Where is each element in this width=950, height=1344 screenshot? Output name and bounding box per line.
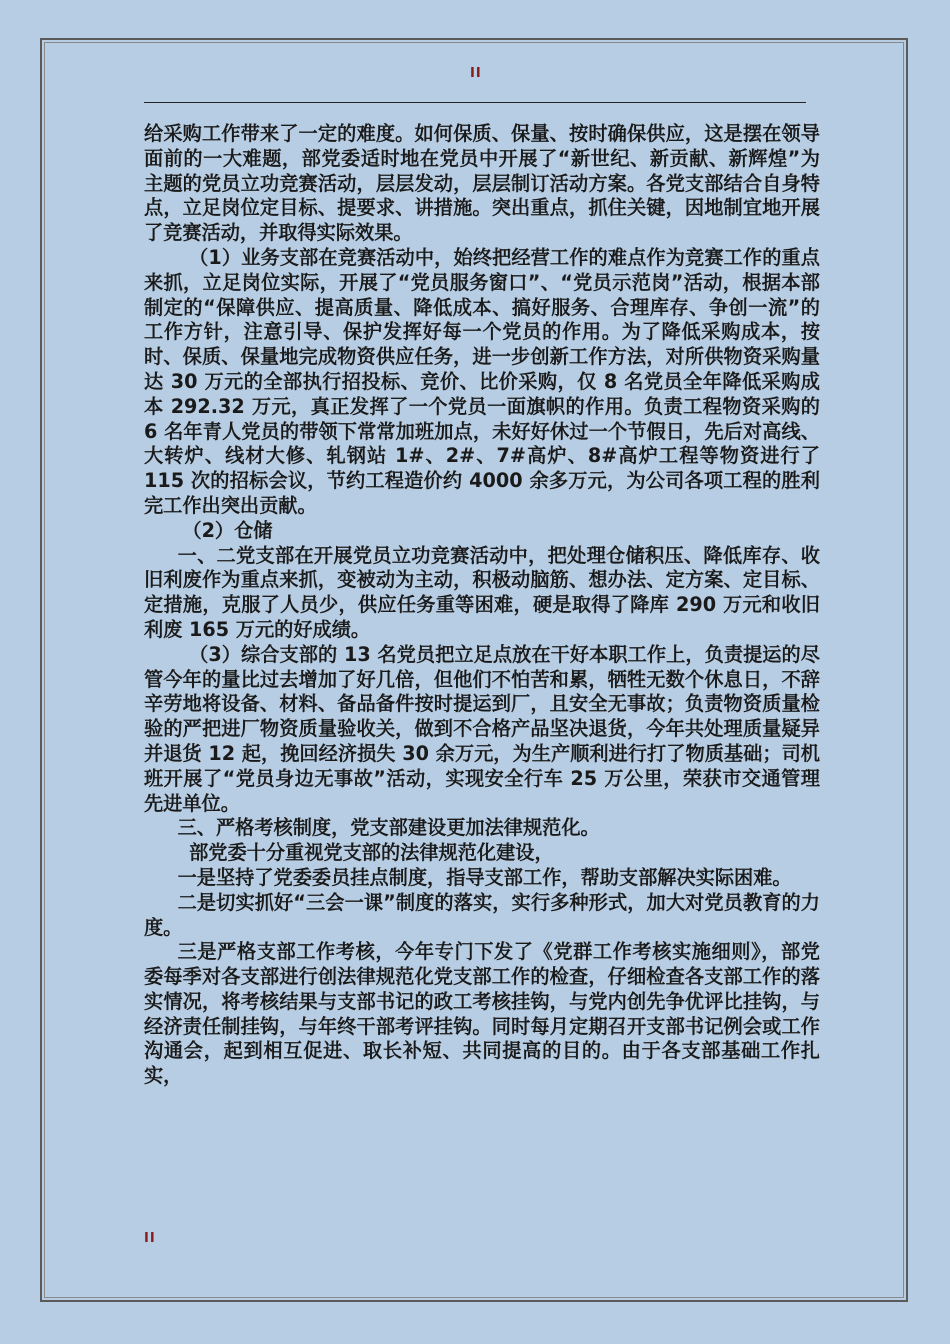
- paragraph-point-three: 三是严格支部工作考核，今年专门下发了《党群工作考核实施细则》，部党委每季对各支部进行创法律规范化党支部工作的检查，仔细检查各支部工作的落实情况，将考核结果与支部书记的政工考核挂钩，与党内创先争优评比挂钩，与经济责任制挂钩，与年终干部考评挂钩。同时每月定期召开支部书记例会或工作沟通会，起到相互促进、取长补短、共同提高的目的。由于各支部基础工作扎实，: [144, 940, 820, 1088]
- document-body: [144, 122, 820, 1089]
- section-heading-three: 三、严格考核制度，党支部建设更加法律规范化。: [177, 816, 600, 840]
- paragraph-party-committee: 部党委十分重视党支部的法律规范化建设，: [189, 841, 554, 865]
- paragraph-storage-branch: 一、二党支部在开展党员立功竞赛活动中，把处理仓储积压、降低库存、收旧利废作为重点来抓，变被动为主动，积极动脑筋、想办法、定方案、定目标、定措施，克服了人员少，供应任务重等困难，硬是取得了降库 290 万元和收旧利废 165 万元的好成绩。: [144, 543, 820, 641]
- header-mark: II: [470, 66, 482, 81]
- paragraph-storage-heading: （2）仓储: [182, 518, 273, 542]
- footer-mark: II: [144, 1231, 156, 1246]
- paragraph-general-branch: （3）综合支部的 13 名党员把立足点放在干好本职工作上，负责提运的尽管今年的量比过去增加了好几倍，但他们不怕苦和累，牺牲无数个休息日，不辞辛劳地将设备、材料、备品备件按时提运到厂，且安全无事故；负责物资质量检验的严把进厂物资质量验收关，做到不合格产品坚决退货，今年共处理质量疑异并退货 12 起，挽回经济损失 30 余万元，为生产顺利进行打了物质基础；司机班开展了“党员身边无事故”活动，实现安全行车 25 万公里，荣获市交通管理先进单位。: [144, 642, 820, 815]
- paragraph-intro: 给采购工作带来了一定的难度。如何保质、保量、按时确保供应，这是摆在领导面前的一大难题，部党委适时地在党员中开展了“新世纪、新贡献、新辉煌”为主题的党员立功竞赛活动，层层发动，层层制订活动方案。各党支部结合自身特点，立足岗位定目标、提要求、讲措施。突出重点，抓住关键，因地制宜地开展了竞赛活动，并取得实际效果。: [144, 122, 820, 245]
- paragraph-point-one: 一是坚持了党委委员挂点制度，指导支部工作，帮助支部解决实际困难。: [177, 865, 792, 889]
- paragraph-business-branch: （1）业务支部在竞赛活动中，始终把经营工作的难点作为竞赛工作的重点来抓，立足岗位实际，开展了“党员服务窗口”、“党员示范岗”活动，根据本部制定的“保障供应、提高质量、降低成本、搞好服务、合理库存、争创一流”的工作方针，注意引导、保护发挥好每一个党员的作用。为了降低采购成本，按时、保质、保量地完成物资供应任务，进一步创新工作方法，对所供物资采购量达 30 万元的全部执行招投标、竞价、比价采购，仅 8 名党员全年降低采购成本 292.32 万元，真正发挥了一个党员一面旗帜的作用。负责工程物资采购的 6 名年青人党员的带领下常常加班加点，未好好休过一个节假日，先后对高线、大转炉、线材大修、轧钢站 1#、2#、7#高炉、8#高炉工程等物资进行了 115 次的招标会议，节约工程造价约 4000 余多万元，为公司各项工程的胜利完工作出突出贡献。: [144, 245, 820, 517]
- paragraph-point-two: 二是切实抓好“三会一课”制度的落实，实行多种形式，加大对党员教育的力度。: [144, 890, 820, 939]
- header-rule: [144, 102, 806, 103]
